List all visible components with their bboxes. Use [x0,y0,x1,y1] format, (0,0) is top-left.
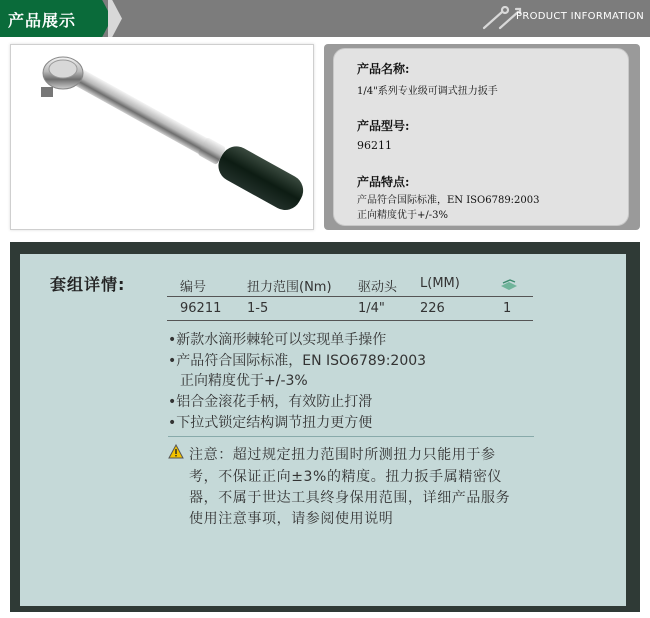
column-header-torque-range: 扭力范围(Nm) [247,280,332,295]
product-photo-frame [10,44,314,230]
product-features-line2: 正向精度优于+/-3% [357,210,448,221]
feature-bullet-continued: 正向精度优于+/-3% [180,373,308,389]
feature-bullet: •新款水滴形棘轮可以实现单手操作 [168,332,387,348]
header-title: 产品展示 [8,11,77,30]
set-details-title: 套组详情: [50,275,126,294]
warning-icon [168,444,184,459]
header-right-label: PRODUCT INFORMATION [516,11,644,22]
product-model-label: 产品型号: [357,119,410,133]
table-row-divider [167,320,533,321]
product-model-value: 96211 [357,139,392,152]
note-text-line: 使用注意事项，请参阅使用说明 [189,511,394,527]
product-name-value: 1/4"系列专业级可调式扭力扳手 [357,86,498,97]
product-features-line1: 产品符合国际标准，EN ISO6789:2003 [357,195,540,206]
product-name-label: 产品名称: [357,62,410,76]
cell-length: 226 [420,301,445,316]
note-divider [168,436,534,437]
torque-wrench-image [11,45,313,229]
cell-torque-range: 1-5 [247,301,269,316]
table-header-divider [167,296,533,297]
box-icon [500,279,518,291]
cell-number: 96211 [180,301,222,316]
column-header-number: 编号 [180,280,207,295]
column-header-length: L(MM) [420,276,460,291]
column-header-drive: 驱动头 [358,280,398,295]
note-text-line: 器，不属于世达工具终身保用范围，详细产品服务 [189,490,511,506]
feature-bullet: •铝合金滚花手柄，有效防止打滑 [168,394,373,410]
product-features-label: 产品特点: [357,175,410,189]
feature-bullet: •产品符合国际标准，EN ISO6789:2003 [168,353,427,369]
feature-bullet: •下拉式锁定结构调节扭力更方便 [168,415,373,431]
cell-quantity: 1 [503,301,512,316]
note-text-line: 注意：超过规定扭力范围时所测扭力只能用于参 [189,447,496,463]
note-text-line: 考，不保证正向±3%的精度。扭力扳手属精密仪 [189,469,503,485]
cell-drive: 1/4" [358,301,385,316]
